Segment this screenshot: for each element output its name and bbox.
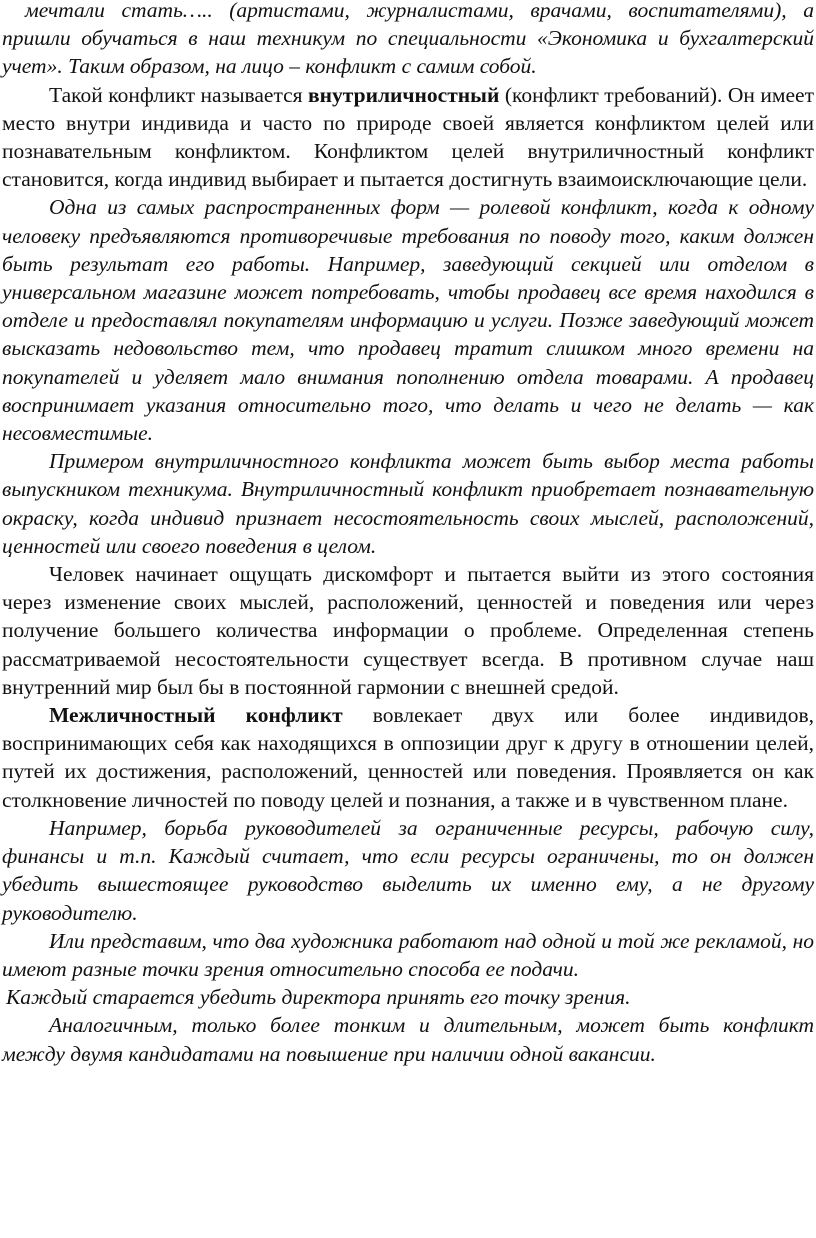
paragraph-text: Такой конфликт называется — [49, 82, 309, 107]
paragraph-text: Аналогичным, только более тонким и длительным, может быть конфликт между двумя кандидатами на повышение при наличии одной вакансии. — [2, 1013, 814, 1066]
paragraph-managers-example — [2, 814, 814, 927]
bold-term-intrapersonal: внутриличностный — [308, 82, 500, 107]
paragraph-interpersonal-definition — [2, 701, 814, 814]
paragraph-graduate-example — [2, 447, 814, 560]
paragraph-artists-example — [2, 927, 814, 983]
paragraph-text: вовлекает двух или более индивидов, воспринимающих себя как находящихся в оппозиции друг к другу в отношении целей, путей их достижения, расположений, ценностей или поведения. Проявляется он как столкновение личностей по поводу целей и познания, а также и в чувственном плане. — [2, 703, 814, 812]
bold-term-interpersonal: Межличностный конфликт — [49, 703, 343, 728]
paragraph-intrapersonal-definition — [2, 81, 814, 194]
paragraph-text: Примером внутриличностного конфликта может быть выбор места работы выпускником техникума. Внутриличностный конфликт приобретает познавательную окраску, когда индивид признает несостоятельность своих мыслей, расположений, ценностей или своего поведения в целом. — [2, 449, 814, 558]
paragraph-text: Или представим, что два художника работают над одной и той же рекламой, но имеют разные точки зрения относительно способа ее подачи. — [2, 928, 814, 981]
paragraph-text: (конфликт требований). Он имеет место внутри индивида и часто по природе своей является конфликтом целей или познавательным конфликтом. Конфликтом целей внутриличностный конфликт становится, когда индивид выбирает и пытается достигнуть взаимоисключающие цели. — [2, 82, 814, 192]
paragraph-role-conflict-example — [2, 193, 814, 447]
paragraph-text: Например, борьба руководителей за ограниченные ресурсы, рабочую силу, финансы и т.п. Каждый считает, что если ресурсы ограничены, то он должен убедить вышестоящее руководство выделить их именно ему, а не другому руководителю. — [2, 815, 814, 925]
paragraph-candidates-example — [2, 1011, 814, 1067]
paragraph-discomfort — [2, 560, 814, 701]
paragraph-text: Одна из самых распространенных форм — ролевой конфликт, когда к одному человеку предъявляются противоречивые требования по поводу того, каким должен быть результат его работы. Например, заведующий секцией или отделом в универсальном магазине может потребовать, чтобы продавец все время находился в отделе и предоставлял покупателям информацию и услуги. Позже заведующий может высказать недовольство тем, что продавец тратит слишком много времени на покупателей и уделяет мало внимания пополнению отдела товарами. А продавец воспринимает указания относительно того, что делать и чего не делать — как несовместимые. — [2, 195, 814, 446]
paragraph-text: Человек начинает ощущать дискомфорт и пытается выйти из этого состояния через изменение своих мыслей, расположений, ценностей и поведения или через получение большего количества информации о проблеме. Определенная степень рассматриваемой несостоятельности существует всегда. В противном случае наш внутренний мир был бы в постоянной гармонии с внешней средой. — [2, 562, 814, 699]
paragraph-text: мечтали стать….. (артистами, журналистами, врачами, воспитателями), а пришли обучаться в наш техникум по специальности «Экономика и бухгалтерский учет». Таким образом, на лицо – конфликт с самим собой. — [2, 0, 814, 79]
paragraph-director — [2, 983, 814, 1011]
paragraph-career-dreams — [2, 0, 814, 81]
paragraph-text: Каждый старается убедить директора принять его точку зрения. — [6, 985, 631, 1010]
